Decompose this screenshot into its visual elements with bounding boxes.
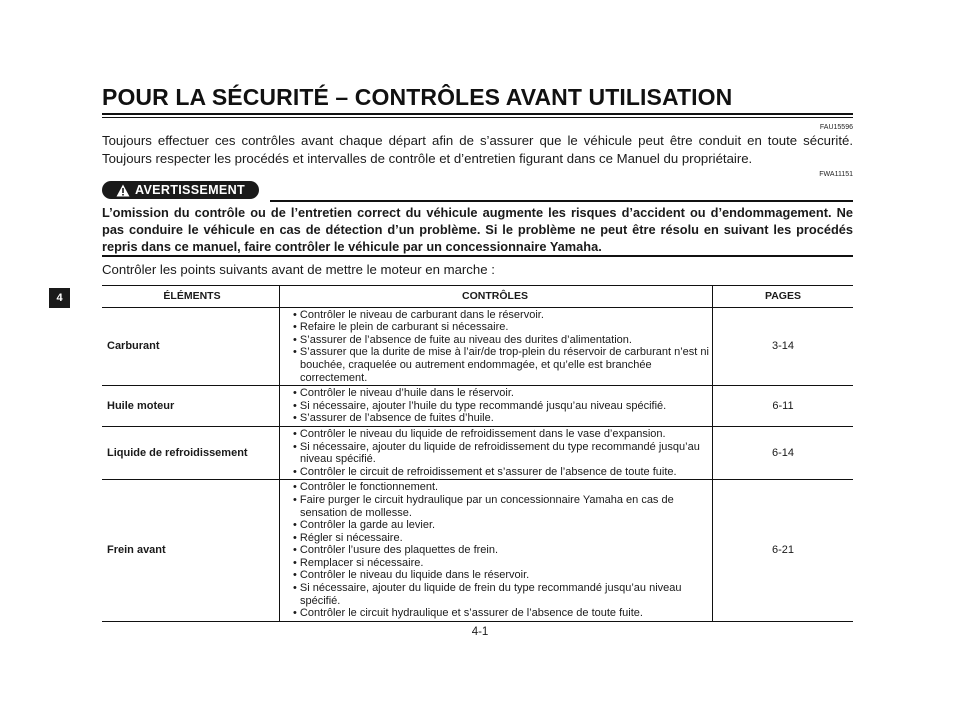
list-item: • Si nécessaire, ajouter du liquide de frein du type recommandé jusqu’au niveau spécifié. <box>290 582 710 607</box>
row-pages: 6-14 <box>713 426 854 479</box>
warning-reference-code: FWA11151 <box>819 171 853 178</box>
chapter-tab: 4 <box>49 288 70 308</box>
warning-bottom-rule <box>102 255 853 257</box>
table-header-row <box>102 286 853 308</box>
row-element: Huile moteur <box>102 386 280 427</box>
list-item: • Contrôler le niveau d’huile dans le réservoir. <box>290 387 710 400</box>
row-element: Carburant <box>102 307 280 386</box>
warning-label: AVERTISSEMENT <box>134 183 246 197</box>
row-element: Liquide de refroidissement <box>102 426 280 479</box>
controls-list <box>290 481 710 620</box>
controls-list <box>290 309 710 385</box>
list-item: • Si nécessaire, ajouter du liquide de refroidissement du type recommandé jusqu’au niveau spécifié. <box>290 441 710 466</box>
list-item: • Refaire le plein de carburant si nécessaire. <box>290 321 710 334</box>
list-item: • Contrôler l’usure des plaquettes de frein. <box>290 544 710 557</box>
header-pages: PAGES <box>713 286 854 308</box>
table-row <box>102 386 853 427</box>
list-item: • Si nécessaire, ajouter l’huile du type recommandé jusqu’au niveau spécifié. <box>290 400 710 413</box>
page-number: 4-1 <box>471 626 489 638</box>
checks-table <box>102 285 853 622</box>
intro-paragraph: Toujours effectuer ces contrôles avant chaque départ afin de s’assurer que le véhicule peut être conduit en toute sécurité. Toujours respecter les procédés et intervalles de contrôle et d’entretien figurant dans ce Manuel du propriétaire. <box>102 133 853 166</box>
title-rule-thin <box>102 117 853 118</box>
row-controls <box>280 386 713 427</box>
list-item: • Contrôler le niveau du liquide dans le réservoir. <box>290 569 710 582</box>
page-title: POUR LA SÉCURITÉ – CONTRÔLES AVANT UTILISATION <box>102 84 733 110</box>
list-item: • Contrôler le circuit de refroidissement et s’assurer de l’absence de toute fuite. <box>290 466 710 479</box>
checklist-intro: Contrôler les points suivants avant de mettre le moteur en marche : <box>102 262 495 277</box>
title-rule <box>102 113 853 115</box>
row-controls <box>280 426 713 479</box>
table-row <box>102 426 853 479</box>
list-item: • Remplacer si nécessaire. <box>290 557 710 570</box>
row-controls <box>280 307 713 386</box>
warning-text: L’omission du contrôle ou de l’entretien correct du véhicule augmente les risques d’accident ou d’endommagement. Ne pas conduire le véhicule en cas de détection d’un problème. Si le problème ne peut être résolu en suivant les procédés repris dans ce manuel, faire contrôler le véhicule par un concessionnaire Yamaha. <box>102 205 853 254</box>
list-item: • Contrôler la garde au levier. <box>290 519 710 532</box>
reference-code: FAU15596 <box>819 124 853 131</box>
list-item: • Contrôler le niveau de carburant dans le réservoir. <box>290 309 710 322</box>
header-controls: CONTRÔLES <box>280 286 713 308</box>
row-pages: 6-11 <box>713 386 854 427</box>
header-elements: ÉLÉMENTS <box>102 286 280 308</box>
list-item: • Contrôler le fonctionnement. <box>290 481 710 494</box>
list-item: • Régler si nécessaire. <box>290 532 710 545</box>
list-item: • Faire purger le circuit hydraulique par un concessionnaire Yamaha en cas de sensation de mollesse. <box>290 494 710 519</box>
row-controls <box>280 480 713 622</box>
list-item: • S’assurer de l’absence de fuites d’huile. <box>290 412 710 425</box>
row-pages: 6-21 <box>771 544 795 557</box>
list-item: • Contrôler le circuit hydraulique et s’assurer de l’absence de toute fuite. <box>290 607 710 620</box>
warning-top-rule <box>270 200 853 202</box>
list-item: • Contrôler le niveau du liquide de refroidissement dans le vase d’expansion. <box>290 428 710 441</box>
table-row <box>102 307 853 386</box>
table-body <box>102 307 853 621</box>
controls-list <box>290 428 710 478</box>
warning-badge <box>102 181 259 199</box>
list-item: • S’assurer de l’absence de fuite au niveau des durites d’alimentation. <box>290 334 710 347</box>
row-pages: 3-14 <box>713 307 854 386</box>
controls-list <box>290 387 710 425</box>
warning-triangle-icon <box>116 184 130 197</box>
list-item: • S’assurer que la durite de mise à l’air/de trop-plein du réservoir de carburant n’est ni bouchée, craquelée ou autrement endommagée, et qu’elle est branchée correctement. <box>290 346 710 384</box>
table-row <box>102 480 853 622</box>
row-element: Frein avant <box>107 544 166 557</box>
